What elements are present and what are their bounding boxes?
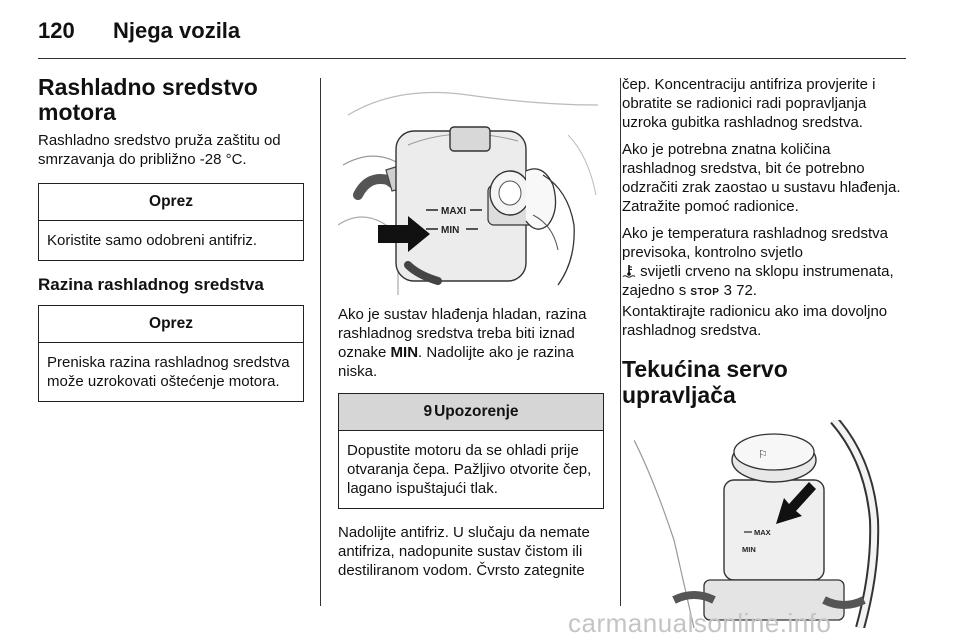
warning-header bbox=[339, 394, 603, 431]
caution-label: Oprez bbox=[39, 184, 303, 221]
warning-text: Dopustite motoru da se ohladi prije otvaranja čepa. Pažljivo otvorite čep, lagano ispuštajući tlak. bbox=[347, 442, 592, 497]
min-mark-label: MIN bbox=[742, 545, 756, 554]
concentration-text: čep. Koncentraciju antifriza provjerite i obratite se radionici radi popravljanja uzroka gubitka rashladnog sredstva. bbox=[622, 76, 876, 131]
column-1 bbox=[38, 75, 304, 416]
column-divider-2 bbox=[620, 78, 621, 606]
refill-text: Nadolijte antifriz. U slučaju da nemate antifriza, nadopunite sustav čistom ili destiliranom vodom. Čvrsto zategnite bbox=[338, 524, 590, 579]
warning-label: Upozorenje bbox=[434, 403, 519, 420]
power-steering-title: Tekućina servo upravljača bbox=[622, 356, 788, 408]
coolant-reservoir-illustration bbox=[338, 75, 604, 295]
section-title: Njega vozila bbox=[113, 18, 241, 43]
power-steering-reservoir-illustration bbox=[634, 420, 900, 628]
caution-text: Preniska razina rashladnog sredstva može uzrokovati oštećenje motora. bbox=[47, 354, 290, 390]
temperature-warning-text: Ako je temperatura rashladnog sredstva previsoka, kontrolno svjetlo svijetli crveno na sklopu instrumenata, zajedno s STOP 3 72. bbox=[622, 225, 894, 299]
max-mark-label: MAX bbox=[754, 528, 771, 537]
caution-box-2 bbox=[38, 305, 304, 402]
svg-text:⚐: ⚐ bbox=[758, 449, 768, 461]
watermark: carmanualsonline.info bbox=[568, 608, 832, 638]
coolant-level-text: Ako je sustav hlađenja hladan, razina rashladnog sredstva treba biti iznad oznake MIN. Nadolijte ako je razina niska. bbox=[338, 306, 587, 380]
max-mark-label: MAXI bbox=[441, 206, 466, 217]
contact-workshop-text: Kontaktirajte radionicu ako ima dovoljno rashladnog sredstva. bbox=[622, 303, 888, 339]
coolant-intro: Rashladno sredstvo pruža zaštitu od smrzavanja do približno -28 °C. bbox=[38, 132, 281, 168]
column-divider-1 bbox=[320, 78, 321, 606]
header-rule bbox=[38, 58, 906, 59]
bleed-air-text: Ako je potrebna znatna količina rashladnog sredstva, bit će potrebno odzračiti zrak zaostao u sustavu hlađenja. Zatražite pomoć radionice. bbox=[622, 141, 901, 215]
caution-text: Koristite samo odobreni antifriz. bbox=[47, 232, 258, 249]
caution-box-1 bbox=[38, 183, 304, 261]
stop-icon: STOP bbox=[690, 287, 720, 298]
coolant-level-subtitle: Razina rashladnog sredstva bbox=[38, 275, 264, 294]
coolant-title: Rashladno sredstvo motora bbox=[38, 74, 258, 125]
page-number: 120 bbox=[38, 18, 75, 43]
coolant-temperature-icon bbox=[622, 264, 636, 278]
column-3 bbox=[622, 75, 904, 628]
page-reference-icon: 3 bbox=[723, 282, 732, 299]
caution-label: Oprez bbox=[39, 306, 303, 343]
warning-box bbox=[338, 393, 604, 509]
min-mark-label: MIN bbox=[441, 225, 460, 236]
column-2 bbox=[338, 75, 604, 588]
warning-triangle-icon: 9 bbox=[423, 403, 433, 420]
page-reference: 72. bbox=[736, 282, 757, 299]
